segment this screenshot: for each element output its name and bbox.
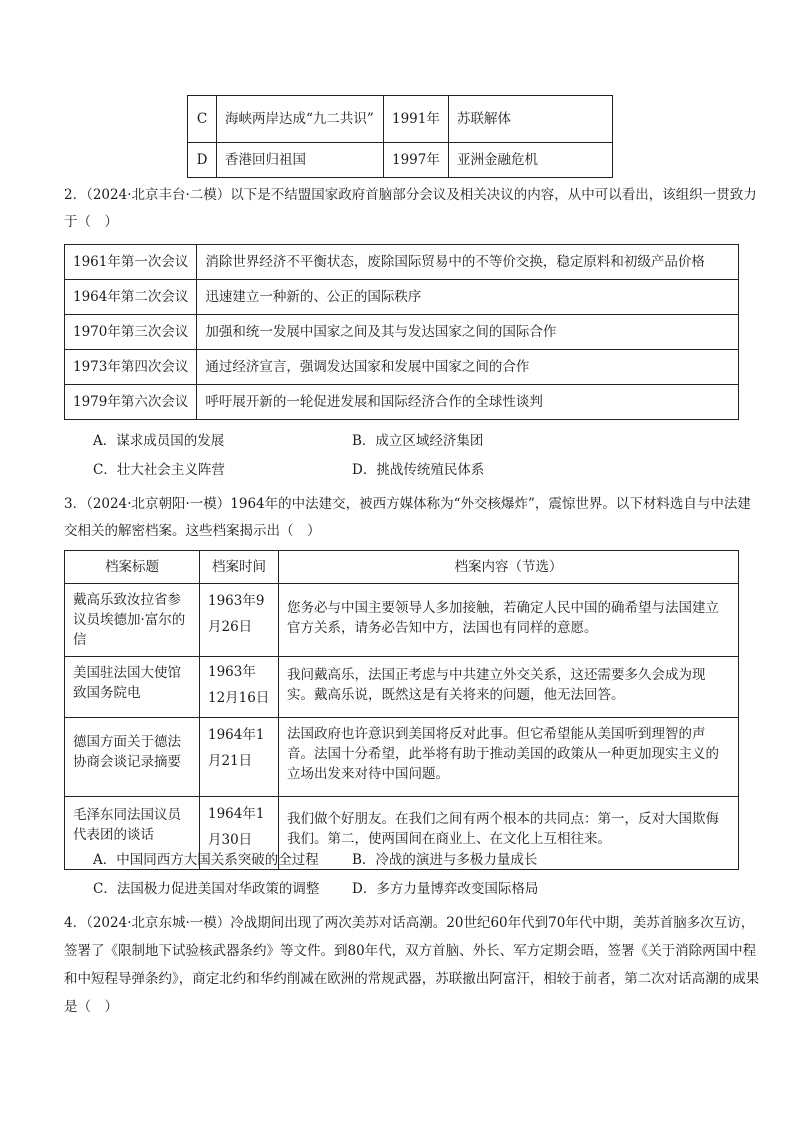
- archive-date: 1963年12月16日: [200, 657, 279, 718]
- q3-option-c[interactable]: C．法国极力促进美国对华政策的调整: [93, 881, 320, 897]
- option-letter: D: [188, 143, 217, 178]
- meeting-cell: 1970年第三次会议: [65, 315, 197, 350]
- year-cell: 1997年: [384, 143, 449, 178]
- archive-title: 毛泽东同法国议员代表团的谈话: [65, 797, 200, 870]
- table-header-row: [65, 551, 739, 584]
- meeting-cell: 1973年第四次会议: [65, 350, 197, 385]
- archive-title: 美国驻法国大使馆致国务院电: [65, 657, 200, 718]
- archive-title: 德国方面关于德法协商会谈记录摘要: [65, 718, 200, 797]
- archive-date: 1964年1月21日: [200, 718, 279, 797]
- content-cell: 消除世界经济不平衡状态，废除国际贸易中的不等价交换，稳定原料和初级产品价格: [197, 245, 739, 280]
- table-row: [65, 385, 739, 420]
- archives-table: [64, 550, 739, 870]
- archive-content: 我问戴高乐，法国正考虑与中共建立外交关系，这还需要多久会成为现实。戴高乐说，既然这是有关将来的问题，他无法回答。: [279, 657, 739, 718]
- content-cell: 加强和统一发展中国家之间及其与发达国家之间的国际合作: [197, 315, 739, 350]
- meeting-cell: 1979年第六次会议: [65, 385, 197, 420]
- q2-option-d[interactable]: D．挑战传统殖民体系: [352, 462, 485, 478]
- event2-cell: 亚洲金融危机: [449, 143, 613, 178]
- archive-date: 1964年1月30日: [200, 797, 279, 870]
- archive-content: 我们做个好朋友。在我们之间有两个根本的共同点：第一，反对大国欺侮我们。第二，使两国间在商业上、在文化上互相往来。: [279, 797, 739, 870]
- answer-table-continued: [187, 95, 613, 178]
- event-cell: 海峡两岸达成“九二共识”: [217, 96, 384, 143]
- table-row: [65, 280, 739, 315]
- event-cell: 香港回归祖国: [217, 143, 384, 178]
- table-row: [65, 657, 739, 718]
- event2-cell: 苏联解体: [449, 96, 613, 143]
- table-row: [65, 315, 739, 350]
- table-row: [65, 584, 739, 657]
- archive-date: 1963年9月26日: [200, 584, 279, 657]
- q3-option-d[interactable]: D．多方力量博弈改变国际格局: [352, 881, 539, 897]
- column-header: 档案内容（节选）: [279, 551, 739, 584]
- archive-content: 法国政府也许意识到美国将反对此事。但它希望能从美国听到理智的声音。法国十分希望，此举将有助于推动美国的政策从一种更加现实主义的立场出发来对待中国问题。: [279, 718, 739, 797]
- q2-option-a[interactable]: A．谋求成员国的发展: [93, 433, 225, 449]
- table-row: [65, 718, 739, 797]
- table-row: [188, 143, 613, 178]
- question-4-stem: 4．（2024·北京东城·一模）冷战期间出现了两次美苏对话高潮。20世纪60年代到70年代中期，美苏首脑多次互访，签署了《限制地下试验核武器条约》等文件。到80年代，双方首脑、外长、军方定期会晤，签署《关于消除两国中程和中短程导弹条约》，商定北约和华约削减在欧洲的常规武器，苏联撤出阿富汗，相较于前者，第二次对话高潮的成果是（ ）: [64, 915, 760, 1015]
- q3-option-b[interactable]: B．冷战的演进与多极力量成长: [352, 852, 538, 868]
- table-row: [65, 245, 739, 280]
- content-cell: 迅速建立一种新的、公正的国际秩序: [197, 280, 739, 315]
- q2-option-b[interactable]: B．成立区域经济集团: [352, 433, 484, 449]
- question-2-stem: 2．（2024·北京丰台·二模）以下是不结盟国家政府首脑部分会议及相关决议的内容，从中可以看出，该组织一贯致力于（ ）: [64, 187, 757, 230]
- meeting-cell: 1961年第一次会议: [65, 245, 197, 280]
- q3-option-a[interactable]: A．中国同西方大国关系突破的全过程: [93, 852, 319, 868]
- question-3-stem: 3．（2024·北京朝阳·一模）1964年的中法建交，被西方媒体称为“外交核爆炸”，震惊世界。以下材料选自与中法建交相关的解密档案。这些档案揭示出（ ）: [64, 496, 751, 539]
- column-header: 档案时间: [200, 551, 279, 584]
- archive-content: 您务必与中国主要领导人多加接触，若确定人民中国的确希望与法国建立官方关系，请务必告知中方，法国也有同样的意愿。: [279, 584, 739, 657]
- table-row: [65, 350, 739, 385]
- nam-meetings-table: [64, 244, 739, 420]
- content-cell: 呼吁展开新的一轮促进发展和国际经济合作的全球性谈判: [197, 385, 739, 420]
- content-cell: 通过经济宣言，强调发达国家和发展中国家之间的合作: [197, 350, 739, 385]
- option-letter: C: [188, 96, 217, 143]
- column-header: 档案标题: [65, 551, 200, 584]
- year-cell: 1991年: [384, 96, 449, 143]
- archive-title: 戴高乐致汝拉省参议员埃德加·富尔的信: [65, 584, 200, 657]
- q2-option-c[interactable]: C．壮大社会主义阵营: [93, 462, 225, 478]
- table-row: [188, 96, 613, 143]
- meeting-cell: 1964年第二次会议: [65, 280, 197, 315]
